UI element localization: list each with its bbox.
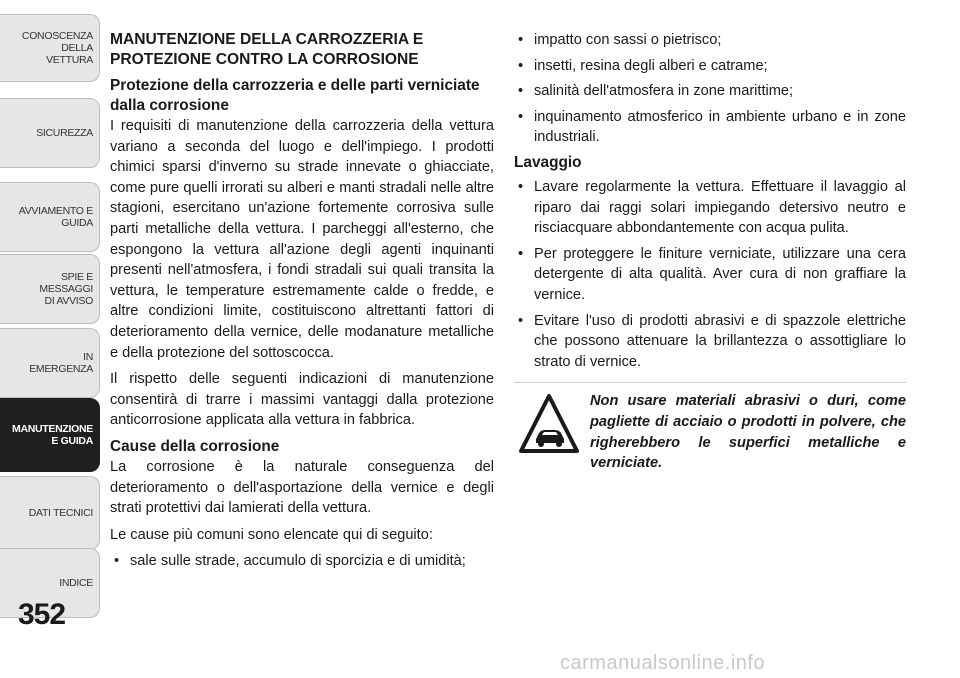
paragraph-corrosione: La corrosione è la naturale conseguenza del deterioramento o dell'asportazione della vernice e degli strati protettivi dai lamierati della vettura.: [110, 458, 494, 517]
tab-spie-e-messaggi[interactable]: [0, 254, 100, 324]
section-heading-cause: Cause della corrosione: [110, 437, 280, 455]
tab-label: IN EMERGENZA: [29, 351, 93, 375]
watermark: carmanualsonline.info: [560, 652, 766, 674]
causes-list-continued: [514, 30, 906, 148]
tab-label: SICUREZZA: [36, 127, 93, 139]
tab-manutenzione-e-guida[interactable]: [0, 398, 100, 472]
tab-label: MANUTENZIONE E GUIDA: [12, 423, 93, 447]
warning-text: Non usare materiali abrasivi o duri, come pagliette di acciaio o prodotti in polvere, che righerebbero le superfici metalliche e verniciate.: [590, 393, 906, 472]
page-title: MANUTENZIONE DELLA CARROZZERIA E PROTEZIONE CONTRO LA CORROSIONE: [110, 31, 424, 68]
tab-label: DATI TECNICI: [28, 507, 93, 519]
warning-box: [514, 382, 906, 473]
list-item: • impatto con sassi o pietrisco;: [514, 30, 906, 51]
chapter-sidebar: [0, 0, 104, 660]
paragraph-rispetto: Il rispetto delle seguenti indicazioni di manutenzione consentirà di trarre i massimi vantaggi dalla protezione anticorrosione applicata alla vettura in fabbrica.: [110, 371, 494, 429]
causes-list: [110, 551, 494, 572]
list-item: • insetti, resina degli alberi e catrame;: [514, 56, 906, 77]
tab-in-emergenza[interactable]: [0, 328, 100, 398]
page-number: 352: [18, 598, 66, 631]
paragraph-requisiti: I requisiti di manutenzione della carrozzeria della vettura variano a seconda del luogo e dell'impiego. I prodotti chimici sparsi d'inverno su strade innevate o ghiacciate, come pure quelli irrorati su alberi e manti stradali nelle altre stagioni, esercitano un'azione fortemente corrosiva sulle parti metalliche della vettura. I parcheggi all'esterno, che espongono la vettura all'azione degli agenti inquinanti presenti nell'atmosfera, i fondi stradali sui quali transita la vettura, le temperature estremamente calde o fredde, e altre condizioni limite, costituiscono altrettanti fattori di deterioramento della vernice, delle modanature metalliche e della protezione del sottoscocca.: [110, 118, 494, 361]
warning-triangle-car-icon: [518, 393, 580, 455]
list-item: • salinità dell'atmosfera in zone marittime;: [514, 81, 906, 102]
right-column: [514, 30, 906, 474]
washing-list: [514, 177, 906, 372]
tab-label: CONOSCENZA DELLA VETTURA: [21, 30, 93, 66]
left-column: [110, 30, 494, 577]
tab-label: SPIE E MESSAGGI DI AVVISO: [39, 271, 93, 307]
list-item: • Evitare l'uso di prodotti abrasivi e di spazzole elettriche che possono attenuare la brillantezza o assottigliare lo strato di vernice.: [514, 311, 906, 373]
list-item: • inquinamento atmosferico in ambiente urbano e in zone industriali.: [514, 107, 906, 148]
section-heading-protezione: Protezione della carrozzeria e delle parti verniciate dalla corrosione: [110, 77, 480, 114]
paragraph-cause-intro: Le cause più comuni sono elencate qui di seguito:: [110, 526, 433, 543]
tab-label: INDICE: [59, 577, 93, 589]
tab-label: AVVIAMENTO E GUIDA: [18, 205, 93, 229]
tab-conoscenza-della-vettura[interactable]: [0, 14, 100, 82]
tab-avviamento-e-guida[interactable]: [0, 182, 100, 252]
tab-sicurezza[interactable]: [0, 98, 100, 168]
tab-dati-tecnici[interactable]: [0, 476, 100, 550]
section-heading-lavaggio: Lavaggio: [514, 153, 582, 171]
list-item: • Lavare regolarmente la vettura. Effettuare il lavaggio al riparo dai raggi solari impiegando detersivo neutro e risciacquare abbondantemente con acqua pulita.: [514, 177, 906, 239]
list-item: • Per proteggere le finiture verniciate, utilizzare una cera detergente di alta qualità. Aver cura di non graffiare la vernice.: [514, 244, 906, 306]
list-item: • sale sulle strade, accumulo di sporcizia e di umidità;: [110, 551, 494, 572]
